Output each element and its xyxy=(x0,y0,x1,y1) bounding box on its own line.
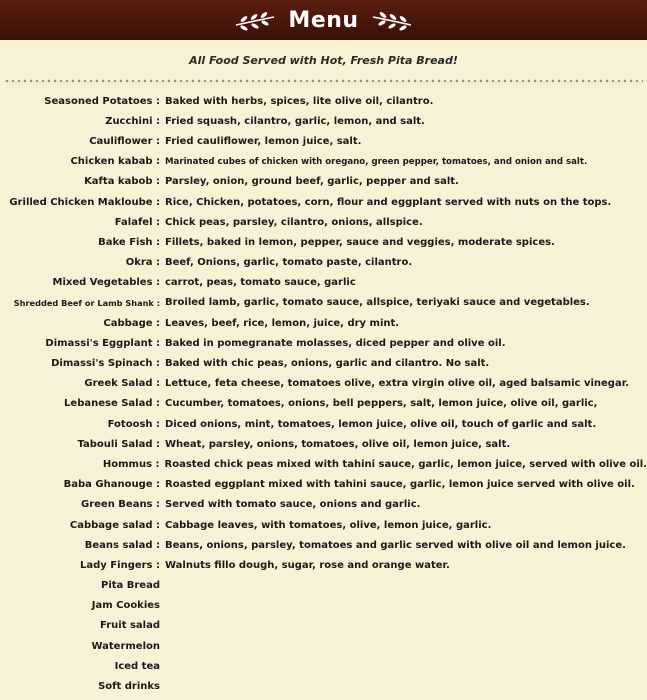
menu-item-description: Baked in pomegranate molasses, diced pepper and olive oil. xyxy=(165,337,506,349)
menu-item xyxy=(0,434,647,454)
menu-item-name: Beans salad : xyxy=(84,539,160,551)
menu-item-description: Roasted eggplant mixed with tahini sauce, garlic, lemon juice served with olive oil. xyxy=(165,479,635,491)
menu-item xyxy=(0,212,647,232)
menu-item-description: Baked with chic peas, onions, garlic and cilantro. No salt. xyxy=(165,358,490,370)
menu-item-description: Beans, onions, parsley, tomatoes and garlic served with olive oil and lemon juice. xyxy=(165,539,626,551)
menu-item-name: Cauliflower : xyxy=(89,135,160,147)
menu-item-description: Beef, Onions, garlic, tomato paste, cilantro. xyxy=(165,257,413,269)
menu-item xyxy=(0,152,647,172)
menu-item xyxy=(0,253,647,273)
menu-item xyxy=(0,596,647,616)
menu-header xyxy=(0,0,647,40)
menu-item-name: Iced tea xyxy=(114,660,160,672)
dotted-divider xyxy=(4,78,643,84)
menu-item-name: Greek Salad : xyxy=(84,378,160,390)
menu-item-name: Falafel : xyxy=(114,216,160,228)
menu-item-description: carrot, peas, tomato sauce, garlic xyxy=(165,277,356,289)
menu-item-description: Roasted chick peas mixed with tahini sauce, garlic, lemon juice, served with olive oil. xyxy=(164,458,647,470)
menu-item-name: Jam Cookies xyxy=(91,600,160,612)
tagline: All Food Served with Hot, Fresh Pita Bread! xyxy=(189,54,458,67)
menu-item xyxy=(0,374,647,394)
menu-item xyxy=(0,414,647,434)
menu-item-name: Pita Bread xyxy=(100,580,160,592)
menu-item xyxy=(0,293,647,313)
menu-item xyxy=(0,353,647,373)
menu-item-name: Dimassi's Eggplant : xyxy=(45,337,160,349)
menu-item xyxy=(0,576,647,596)
menu-item-name: Watermelon xyxy=(91,640,160,652)
menu-item-description: Walnuts fillo dough, sugar, rose and orange water. xyxy=(165,559,450,571)
menu-item-description: Broiled lamb, garlic, tomato sauce, allspice, teriyaki sauce and vegetables. xyxy=(165,297,590,309)
menu-item-description: Marinated cubes of chicken with oregano, green pepper, tomatoes, and onion and salt. xyxy=(165,156,588,167)
menu-item-name: Grilled Chicken Makloube : xyxy=(9,196,160,208)
wheat-branch-icon xyxy=(234,9,276,31)
menu-item-name: Zucchini : xyxy=(105,115,160,127)
menu-list xyxy=(0,91,647,697)
menu-item-name: Fruit salad xyxy=(100,620,160,632)
menu-item xyxy=(0,192,647,212)
menu-item xyxy=(0,555,647,575)
menu-item xyxy=(0,454,647,474)
menu-item-name: Lebanese Salad : xyxy=(64,398,160,410)
menu-item xyxy=(0,475,647,495)
menu-item xyxy=(0,232,647,252)
menu-item xyxy=(0,131,647,151)
menu-item-name: Fotoosh : xyxy=(107,418,160,430)
menu-item xyxy=(0,515,647,535)
menu-item-description: Lettuce, feta cheese, tomatoes olive, extra virgin olive oil, aged balsamic vinegar. xyxy=(165,378,630,390)
menu-item xyxy=(0,273,647,293)
menu-item-name: Lady Fingers : xyxy=(80,559,160,571)
menu-item-name: Bake Fish : xyxy=(98,236,160,248)
menu-item xyxy=(0,394,647,414)
menu-item-name: Dimassi's Spinach : xyxy=(51,358,160,370)
menu-item-description: Leaves, beef, rice, lemon, juice, dry mint. xyxy=(165,317,400,329)
menu-item-description: Fried squash, cilantro, garlic, lemon, and salt. xyxy=(165,115,425,127)
menu-item xyxy=(0,636,647,656)
menu-item-name: Okra : xyxy=(125,257,160,269)
menu-item-description: Diced onions, mint, tomatoes, lemon juice, olive oil, touch of garlic and salt. xyxy=(165,418,597,430)
menu-item-description: Chick peas, parsley, cilantro, onions, allspice. xyxy=(165,216,423,228)
menu-item-description: Fried cauliflower, lemon juice, salt. xyxy=(165,135,362,147)
menu-item-description: Baked with herbs, spices, lite olive oil, cilantro. xyxy=(165,95,434,107)
page-title: Menu xyxy=(288,7,359,33)
menu-item xyxy=(0,172,647,192)
menu-item xyxy=(0,535,647,555)
menu-item xyxy=(0,495,647,515)
menu-item-name: Mixed Vegetables : xyxy=(52,277,160,289)
menu-item-name: Soft drinks xyxy=(98,681,160,693)
menu-item-name: Cabbage : xyxy=(103,317,160,329)
wheat-branch-icon xyxy=(371,9,413,31)
menu-item-name: Green Beans : xyxy=(80,499,160,511)
menu-item xyxy=(0,656,647,676)
menu-item-description: Wheat, parsley, onions, tomatoes, olive oil, lemon juice, salt. xyxy=(165,438,511,450)
menu-item-name: Chicken kabab : xyxy=(70,156,160,168)
menu-item-description: Cucumber, tomatoes, onions, bell peppers, salt, lemon juice, olive oil, garlic, xyxy=(165,398,598,410)
menu-item xyxy=(0,91,647,111)
menu-item xyxy=(0,676,647,696)
menu-item-description: Cabbage leaves, with tomatoes, olive, lemon juice, garlic. xyxy=(165,519,492,531)
menu-item-name: Baba Ghanouge : xyxy=(63,479,160,491)
menu-item-name: Cabbage salad : xyxy=(69,519,160,531)
menu-item-name: Tabouli Salad : xyxy=(77,438,160,450)
menu-item-description: Rice, Chicken, potatoes, corn, flour and eggplant served with nuts on the tops. xyxy=(165,196,612,208)
menu-item-name: Hommus : xyxy=(102,458,160,470)
menu-item-description: Served with tomato sauce, onions and garlic. xyxy=(165,499,421,511)
menu-item-name: Shredded Beef or Lamb Shank : xyxy=(13,297,160,308)
menu-item xyxy=(0,333,647,353)
menu-item-name: Kafta kabob : xyxy=(84,176,160,188)
menu-item xyxy=(0,313,647,333)
menu-item-name: Seasoned Potatoes : xyxy=(44,95,160,107)
menu-item-description: Parsley, onion, ground beef, garlic, pepper and salt. xyxy=(165,176,459,188)
menu-item-description: Fillets, baked in lemon, pepper, sauce and veggies, moderate spices. xyxy=(165,236,555,248)
menu-item xyxy=(0,616,647,636)
menu-item xyxy=(0,111,647,131)
